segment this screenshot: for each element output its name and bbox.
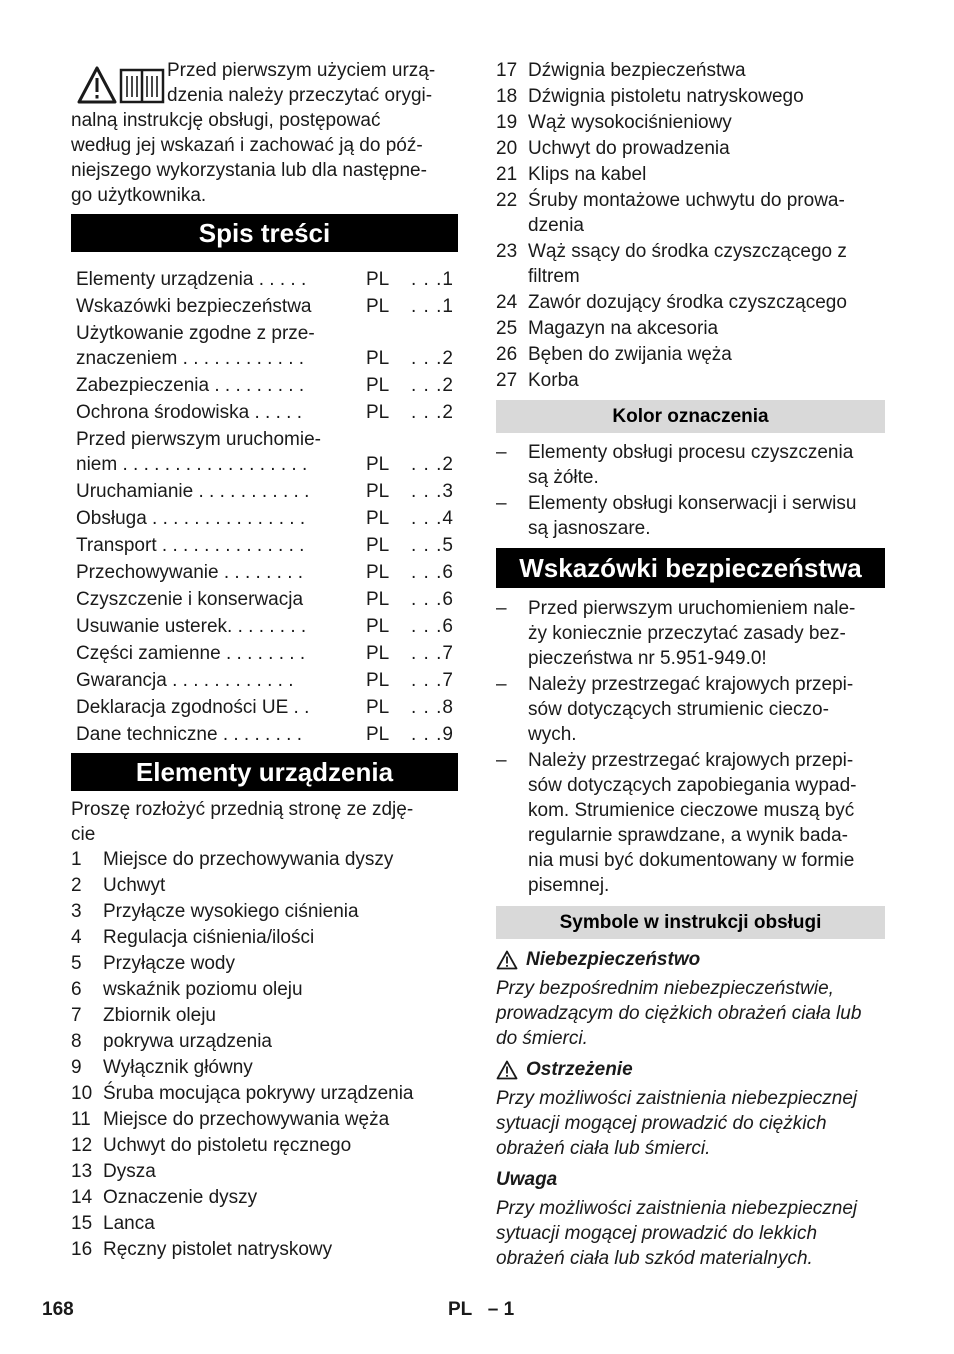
item-number: 14 xyxy=(71,1187,93,1208)
list-item xyxy=(496,440,885,490)
list-item xyxy=(71,951,458,976)
list-item xyxy=(496,748,885,898)
toc-lang: PL xyxy=(366,269,390,290)
toc-row[interactable] xyxy=(71,587,458,612)
item-text: Elementy obsługi konserwacji i serwisu są jasnoszare. xyxy=(528,493,857,539)
toc-lang: PL xyxy=(366,508,390,529)
intro-block xyxy=(71,58,458,208)
item-number: 7 xyxy=(71,1005,82,1026)
toc-page: . . .8 xyxy=(411,697,454,718)
list-item xyxy=(71,1081,458,1106)
warning-title: Ostrzeżenie xyxy=(526,1059,633,1080)
toc-page: . . .3 xyxy=(411,481,454,502)
item-number: 15 xyxy=(71,1213,93,1234)
toc-page: . . .5 xyxy=(411,535,454,556)
toc-row[interactable] xyxy=(71,373,458,398)
item-text: Przyłącze wysokiego ciśnienia xyxy=(103,901,359,922)
intro-icons xyxy=(77,66,165,104)
item-number: 12 xyxy=(71,1135,93,1156)
warning-triangle-icon xyxy=(496,1060,518,1080)
intro-line: go użytkownika. xyxy=(71,185,207,206)
safety-heading: Wskazówki bezpieczeństwa xyxy=(496,548,885,588)
toc-title: Przed pierwszym uruchomie- niem . . . . . . . . . . . . . . . . . . xyxy=(76,429,321,475)
danger-text: Przy bezpośrednim niebezpieczeństwie, prowadzącym do ciężkich obrażeń ciała lub do śmierci. xyxy=(496,978,862,1049)
toc-title: Usuwanie usterek. . . . . . . . xyxy=(76,616,307,637)
list-item xyxy=(496,188,885,238)
color-marking-list xyxy=(496,440,885,541)
safety-list xyxy=(496,596,885,898)
item-text: wskaźnik poziomu oleju xyxy=(103,979,303,1000)
toc-row[interactable] xyxy=(71,668,458,693)
item-number: 3 xyxy=(71,901,82,922)
item-text: Miejsce do przechowywania dyszy xyxy=(103,849,394,870)
item-number: 18 xyxy=(496,86,518,107)
item-number: 8 xyxy=(71,1031,82,1052)
list-item xyxy=(496,672,885,747)
item-text: Należy przestrzegać krajowych przepi- sów dotyczących strumienic cieczo- wych. xyxy=(528,674,854,745)
toc-page: . . .2 xyxy=(411,454,454,475)
toc-row[interactable] xyxy=(71,560,458,585)
list-item xyxy=(71,1107,458,1132)
list-item xyxy=(71,977,458,1002)
list-item xyxy=(496,316,885,341)
item-text: Elementy obsługi procesu czyszczenia są żółte. xyxy=(528,442,854,488)
toc-title: Elementy urządzenia . . . . . xyxy=(76,269,307,290)
toc-row[interactable] xyxy=(71,614,458,639)
toc-page: . . .6 xyxy=(411,562,454,583)
item-number: 23 xyxy=(496,241,518,262)
toc-title: Obsługa . . . . . . . . . . . . . . . xyxy=(76,508,306,529)
toc-heading: Spis treści xyxy=(71,214,458,252)
toc-title: Deklaracja zgodności UE . . xyxy=(76,697,310,718)
list-item xyxy=(496,162,885,187)
dash-bullet: – xyxy=(496,750,507,771)
item-text: Uchwyt do pistoletu ręcznego xyxy=(103,1135,352,1156)
item-number: 17 xyxy=(496,60,518,81)
item-text: Miejsce do przechowywania węża xyxy=(103,1109,390,1130)
dash-bullet: – xyxy=(496,442,507,463)
item-text: Dźwignia pistoletu natryskowego xyxy=(528,86,804,107)
list-item xyxy=(496,136,885,161)
toc-lang: PL xyxy=(366,481,390,502)
toc-row[interactable] xyxy=(71,479,458,504)
toc-page: . . .9 xyxy=(411,724,454,745)
toc-row[interactable] xyxy=(71,641,458,666)
item-text: Wąż ssący do środka czyszczącego z filtrem xyxy=(528,241,847,287)
intro-line: Przed pierwszym użyciem urzą- xyxy=(167,60,436,81)
toc-lang: PL xyxy=(366,402,390,423)
toc-row[interactable] xyxy=(71,506,458,531)
toc-lang: PL xyxy=(366,454,390,475)
list-item xyxy=(71,1003,458,1028)
toc-row[interactable] xyxy=(71,400,458,425)
list-item xyxy=(71,873,458,898)
warning-triangle-icon xyxy=(496,950,518,970)
toc-page: . . .2 xyxy=(411,402,454,423)
toc-title: Zabezpieczenia . . . . . . . . . xyxy=(76,375,305,396)
item-number: 13 xyxy=(71,1161,93,1182)
toc-row[interactable] xyxy=(71,267,458,292)
toc-title: Transport . . . . . . . . . . . . . . xyxy=(76,535,305,556)
list-item xyxy=(496,239,885,289)
list-item xyxy=(71,1185,458,1210)
item-number: 24 xyxy=(496,292,518,313)
list-item xyxy=(496,368,885,393)
toc-title: Gwarancja . . . . . . . . . . . . xyxy=(76,670,294,691)
toc-lang: PL xyxy=(366,643,390,664)
elements-list-left xyxy=(71,847,458,1262)
item-text: Przed pierwszym uruchomieniem nale- ży koniecznie przeczytać zasady bez- pieczeństwa nr 5.951-949.0! xyxy=(528,598,856,669)
toc-lang: PL xyxy=(366,296,390,317)
list-item xyxy=(71,1237,458,1262)
item-number: 27 xyxy=(496,370,518,391)
item-text: Ręczny pistolet natryskowy xyxy=(103,1239,333,1260)
toc-title: Czyszczenie i konserwacja xyxy=(76,589,304,610)
item-text: Wąż wysokociśnieniowy xyxy=(528,112,732,133)
toc-page: . . .7 xyxy=(411,643,454,664)
toc-title: Uruchamianie . . . . . . . . . . . xyxy=(76,481,310,502)
item-text: pokrywa urządzenia xyxy=(103,1031,272,1052)
color-marking-heading: Kolor oznaczenia xyxy=(496,400,885,433)
item-number: 11 xyxy=(71,1109,91,1130)
danger-title: Niebezpieczeństwo xyxy=(526,949,701,970)
list-item xyxy=(496,84,885,109)
dash-bullet: – xyxy=(496,598,507,619)
toc-page: . . .6 xyxy=(411,616,454,637)
warning-text: Przy możliwości zaistnienia niebezpiecznej sytuacji mogącej prowadzić do ciężkich obrażeń ciała lub śmierci. xyxy=(496,1088,858,1159)
symbol-caution xyxy=(496,1167,885,1271)
item-text: Wyłącznik główny xyxy=(103,1057,253,1078)
toc-lang: PL xyxy=(366,562,390,583)
warning-title-row xyxy=(496,1057,885,1082)
item-number: 20 xyxy=(496,138,518,159)
symbols-heading: Symbole w instrukcji obsługi xyxy=(496,906,885,939)
item-text: Oznaczenie dyszy xyxy=(103,1187,258,1208)
list-item xyxy=(496,290,885,315)
item-text: Należy przestrzegać krajowych przepi- sów dotyczących zapobiegania wypad- kom. Strumienice cieczowe muszą być regularnie sprawdzane, a wynik bada- nia musi być dokumentowany w formie pisemnej. xyxy=(528,750,857,896)
toc-row[interactable] xyxy=(71,427,458,477)
elements-list-right xyxy=(496,58,885,393)
toc-page: . . .2 xyxy=(411,348,454,369)
toc-page: . . .1 xyxy=(411,269,454,290)
danger-title-row xyxy=(496,947,885,972)
list-item xyxy=(71,1055,458,1080)
item-text: Zawór dozujący środka czyszczącego xyxy=(528,292,847,313)
toc-page: . . .1 xyxy=(411,296,454,317)
table-of-contents xyxy=(71,267,458,747)
list-item xyxy=(71,899,458,924)
toc-lang: PL xyxy=(366,697,390,718)
toc-lang: PL xyxy=(366,535,390,556)
toc-lang: PL xyxy=(366,589,390,610)
item-text: Regulacja ciśnienia/ilości xyxy=(103,927,315,948)
item-number: 21 xyxy=(496,164,518,185)
item-number: 4 xyxy=(71,927,82,948)
page-number: 168 xyxy=(42,1299,74,1320)
toc-row[interactable] xyxy=(71,695,458,720)
list-item xyxy=(71,847,458,872)
toc-lang: PL xyxy=(366,616,390,637)
dash-bullet: – xyxy=(496,493,507,514)
list-item xyxy=(496,596,885,671)
warning-triangle-icon xyxy=(79,68,115,102)
list-item xyxy=(496,342,885,367)
item-text: Uchwyt do prowadzenia xyxy=(528,138,730,159)
dash-bullet: – xyxy=(496,674,507,695)
toc-title: Dane techniczne . . . . . . . . xyxy=(76,724,302,745)
list-item xyxy=(71,1133,458,1158)
toc-row[interactable] xyxy=(71,294,458,319)
toc-page: . . .6 xyxy=(411,589,454,610)
left-column xyxy=(71,58,458,1263)
item-number: 9 xyxy=(71,1057,82,1078)
toc-lang: PL xyxy=(366,348,390,369)
item-text: Magazyn na akcesoria xyxy=(528,318,719,339)
elements-heading: Elementy urządzenia xyxy=(71,753,458,791)
item-text: Klips na kabel xyxy=(528,164,647,185)
toc-page: . . .7 xyxy=(411,670,454,691)
list-item xyxy=(71,1159,458,1184)
toc-title: Przechowywanie . . . . . . . . xyxy=(76,562,304,583)
item-number: 2 xyxy=(71,875,82,896)
right-column xyxy=(496,58,885,1271)
item-number: 16 xyxy=(71,1239,93,1260)
footer-lang-page: PL – 1 xyxy=(448,1299,515,1320)
item-text: Bęben do zwijania węża xyxy=(528,344,732,365)
toc-title: Części zamienne . . . . . . . . xyxy=(76,643,306,664)
intro-line: niejszego wykorzystania lub dla następne- xyxy=(71,160,427,181)
toc-page: . . .4 xyxy=(411,508,454,529)
toc-title: Użytkowanie zgodne z prze- znaczeniem . . . . . . . . . . . . xyxy=(76,323,315,369)
item-text: Uchwyt xyxy=(103,875,166,896)
item-number: 26 xyxy=(496,344,518,365)
intro-line: dzenia należy przeczytać orygi- xyxy=(167,85,433,106)
item-text: Dysza xyxy=(103,1161,156,1182)
toc-title: Wskazówki bezpieczeństwa xyxy=(76,296,312,317)
item-text: Śruby montażowe uchwytu do prowa- dzenia xyxy=(528,190,845,236)
symbol-warning xyxy=(496,1057,885,1161)
list-item xyxy=(71,1211,458,1236)
toc-row[interactable] xyxy=(71,533,458,558)
item-text: Przyłącze wody xyxy=(103,953,235,974)
item-number: 10 xyxy=(71,1083,93,1104)
list-item xyxy=(496,58,885,83)
intro-line: według jej wskazań i zachować ją do póź- xyxy=(71,135,423,156)
toc-lang: PL xyxy=(366,375,390,396)
list-item xyxy=(71,925,458,950)
toc-lang: PL xyxy=(366,670,390,691)
item-text: Korba xyxy=(528,370,579,391)
list-item xyxy=(496,110,885,135)
toc-row[interactable] xyxy=(71,722,458,747)
item-text: Zbiornik oleju xyxy=(103,1005,216,1026)
item-number: 25 xyxy=(496,318,518,339)
toc-title: Ochrona środowiska . . . . . xyxy=(76,402,302,423)
item-number: 5 xyxy=(71,953,82,974)
toc-row[interactable] xyxy=(71,321,458,371)
item-text: Śruba mocująca pokrywy urządzenia xyxy=(103,1083,414,1104)
caution-title: Uwaga xyxy=(496,1169,558,1190)
item-number: 6 xyxy=(71,979,82,1000)
symbol-danger xyxy=(496,947,885,1051)
item-number: 22 xyxy=(496,190,518,211)
intro-line: nalną instrukcję obsługi, postępować xyxy=(71,110,381,131)
list-item xyxy=(496,491,885,541)
manual-book-icon xyxy=(121,70,163,102)
toc-page: . . .2 xyxy=(411,375,454,396)
caution-text: Przy możliwości zaistnienia niebezpiecznej sytuacji mogącej prowadzić do lekkich obrażeń ciała lub szkód materialnych. xyxy=(496,1198,858,1269)
item-number: 19 xyxy=(496,112,518,133)
item-text: Dźwignia bezpieczeństwa xyxy=(528,60,746,81)
elements-intro: Proszę rozłożyć przednią stronę ze zdję- cie xyxy=(71,799,414,845)
toc-lang: PL xyxy=(366,724,390,745)
list-item xyxy=(71,1029,458,1054)
item-text: Lanca xyxy=(103,1213,155,1234)
item-number: 1 xyxy=(71,849,82,870)
